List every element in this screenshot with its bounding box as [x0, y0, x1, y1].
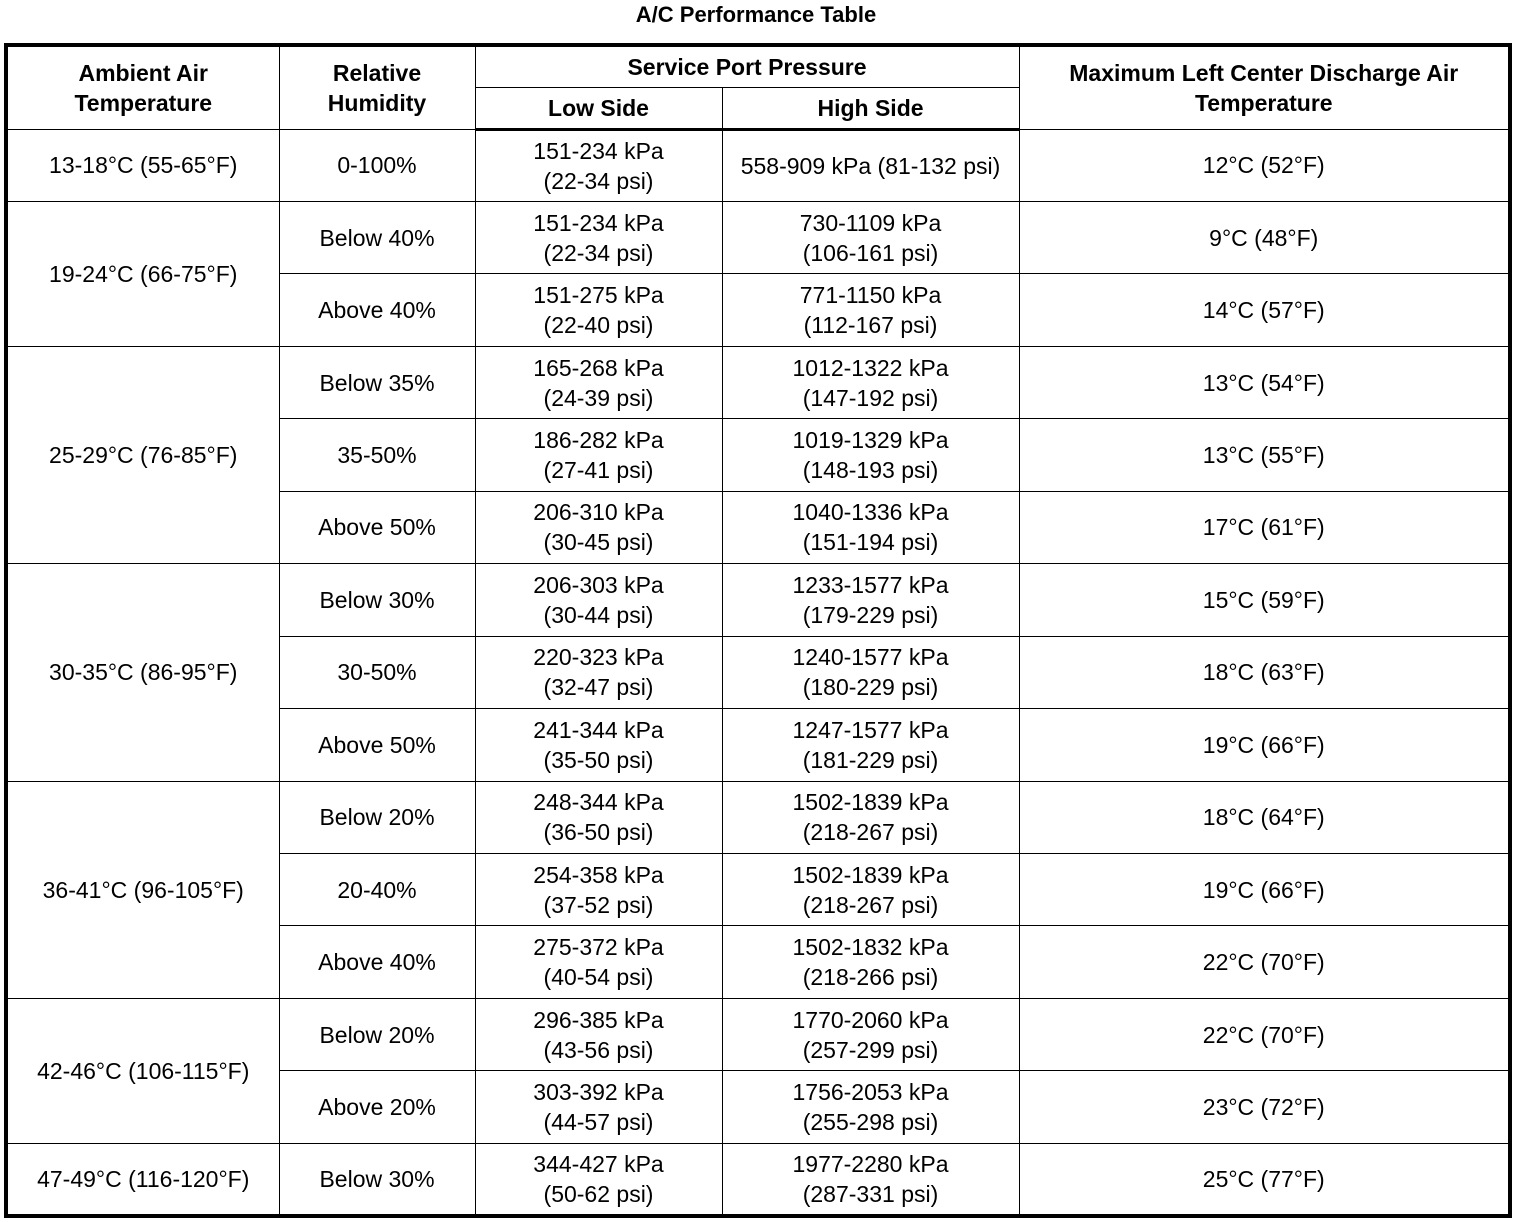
discharge-temperature-cell: 12°C (52°F): [1019, 129, 1510, 201]
discharge-temperature-cell: 19°C (66°F): [1019, 709, 1510, 781]
low-side-pressure-line: 206-310 kPa: [533, 499, 664, 526]
high-side-pressure-cell: [722, 854, 1019, 926]
table-row: [6, 1143, 1510, 1216]
high-side-pressure-cell: [722, 781, 1019, 853]
table-row: [6, 346, 1510, 418]
table-row: [6, 781, 1510, 853]
ambient-temperature-cell: 13-18°C (55-65°F): [6, 129, 279, 201]
low-side-pressure-line: 344-427 kPa: [533, 1150, 664, 1177]
low-side-pressure-cell: [475, 926, 722, 998]
low-side-pressure-cell: [475, 709, 722, 781]
ambient-temperature-cell: 19-24°C (66-75°F): [6, 201, 279, 346]
low-side-pressure-line: (30-45 psi): [543, 529, 654, 556]
high-side-pressure-line: 1502-1839 kPa: [792, 861, 949, 888]
ambient-temperature-cell: 47-49°C (116-120°F): [6, 1143, 279, 1216]
ambient-temperature-cell: 30-35°C (86-95°F): [6, 564, 279, 781]
high-side-pressure-line: 1247-1577 kPa: [792, 716, 949, 743]
low-side-pressure-line: (22-34 psi): [543, 167, 654, 194]
high-side-pressure-line: (257-299 psi): [802, 1036, 939, 1063]
low-side-pressure-line: (22-34 psi): [543, 239, 654, 266]
table-row: [6, 998, 1510, 1070]
high-side-pressure-cell: [722, 491, 1019, 563]
discharge-temperature-cell: 15°C (59°F): [1019, 564, 1510, 636]
header-low-side: Low Side: [475, 87, 722, 129]
low-side-pressure-line: 220-323 kPa: [533, 644, 664, 671]
discharge-temperature-cell: 22°C (70°F): [1019, 998, 1510, 1070]
header-line: Humidity: [327, 89, 427, 116]
low-side-pressure-cell: [475, 274, 722, 346]
header-max-discharge-air-temperature: [1019, 45, 1510, 129]
high-side-pressure-line: 1012-1322 kPa: [792, 354, 949, 381]
low-side-pressure-line: (44-57 psi): [543, 1109, 654, 1136]
low-side-pressure-line: 151-275 kPa: [533, 282, 664, 309]
high-side-pressure-line: 1040-1336 kPa: [792, 499, 949, 526]
high-side-pressure-cell: [722, 419, 1019, 491]
low-side-pressure-line: (36-50 psi): [543, 819, 654, 846]
humidity-cell: Above 50%: [279, 491, 475, 563]
humidity-cell: 30-50%: [279, 636, 475, 708]
header-service-port-pressure: Service Port Pressure: [475, 45, 1019, 87]
table-title: A/C Performance Table: [635, 2, 877, 27]
humidity-cell: Above 40%: [279, 926, 475, 998]
discharge-temperature-cell: 17°C (61°F): [1019, 491, 1510, 563]
low-side-pressure-line: (22-40 psi): [543, 312, 654, 339]
header-line: Temperature: [1194, 89, 1333, 116]
high-side-pressure-line: (151-194 psi): [802, 529, 939, 556]
table-row: [6, 129, 1510, 201]
high-side-pressure-line: (180-229 psi): [802, 674, 939, 701]
low-side-pressure-line: 241-344 kPa: [533, 716, 664, 743]
low-side-pressure-line: (50-62 psi): [543, 1180, 654, 1207]
discharge-temperature-cell: 13°C (54°F): [1019, 346, 1510, 418]
header-ambient-air-temperature: [6, 45, 279, 129]
high-side-pressure-cell: [722, 926, 1019, 998]
high-side-pressure-cell: [722, 709, 1019, 781]
low-side-pressure-line: 296-385 kPa: [533, 1006, 664, 1033]
high-side-pressure-cell: [722, 1071, 1019, 1143]
discharge-temperature-cell: 18°C (64°F): [1019, 781, 1510, 853]
discharge-temperature-cell: 9°C (48°F): [1019, 201, 1510, 273]
low-side-pressure-line: (37-52 psi): [543, 891, 654, 918]
header-relative-humidity: [279, 45, 475, 129]
discharge-temperature-cell: 25°C (77°F): [1019, 1143, 1510, 1216]
high-side-pressure-line: (255-298 psi): [802, 1109, 939, 1136]
low-side-pressure-line: 151-234 kPa: [533, 137, 664, 164]
high-side-pressure-cell: [722, 346, 1019, 418]
humidity-cell: 20-40%: [279, 854, 475, 926]
high-side-pressure-cell: [722, 274, 1019, 346]
header-high-side: High Side: [722, 87, 1019, 129]
high-side-pressure-line: 1977-2280 kPa: [792, 1150, 949, 1177]
high-side-pressure-line: 1770-2060 kPa: [792, 1006, 949, 1033]
table-row: [6, 201, 1510, 273]
discharge-temperature-cell: 14°C (57°F): [1019, 274, 1510, 346]
discharge-temperature-cell: 22°C (70°F): [1019, 926, 1510, 998]
table-row: [6, 564, 1510, 636]
humidity-cell: Below 20%: [279, 998, 475, 1070]
low-side-pressure-line: (43-56 psi): [543, 1036, 654, 1063]
header-line: Maximum Left Center Discharge Air: [1069, 59, 1459, 86]
high-side-pressure-line: 1233-1577 kPa: [792, 571, 949, 598]
high-side-pressure-line: (106-161 psi): [802, 239, 939, 266]
low-side-pressure-cell: [475, 564, 722, 636]
table-header: [6, 45, 1510, 129]
low-side-pressure-line: 165-268 kPa: [533, 354, 664, 381]
header-line: Ambient Air: [78, 59, 208, 86]
low-side-pressure-line: (27-41 psi): [543, 457, 654, 484]
high-side-pressure-line: 1756-2053 kPa: [792, 1079, 949, 1106]
ac-performance-table: [4, 43, 1512, 1218]
low-side-pressure-cell: [475, 129, 722, 201]
low-side-pressure-line: 206-303 kPa: [533, 571, 664, 598]
ambient-temperature-cell: 25-29°C (76-85°F): [6, 346, 279, 563]
low-side-pressure-line: (32-47 psi): [543, 674, 654, 701]
high-side-pressure-line: 1502-1832 kPa: [792, 934, 949, 961]
high-side-pressure-cell: [722, 998, 1019, 1070]
low-side-pressure-line: (35-50 psi): [543, 746, 654, 773]
table-body: [6, 129, 1510, 1216]
low-side-pressure-line: 151-234 kPa: [533, 209, 664, 236]
high-side-pressure-line: (148-193 psi): [802, 457, 939, 484]
low-side-pressure-line: (24-39 psi): [543, 384, 654, 411]
high-side-pressure-line: (287-331 psi): [802, 1180, 939, 1207]
high-side-pressure-line: (218-267 psi): [802, 891, 939, 918]
ambient-temperature-cell: 42-46°C (106-115°F): [6, 998, 279, 1143]
high-side-pressure-cell: [722, 201, 1019, 273]
high-side-pressure-line: 730-1109 kPa: [799, 209, 942, 236]
humidity-cell: Above 40%: [279, 274, 475, 346]
low-side-pressure-cell: [475, 346, 722, 418]
header-line: Temperature: [74, 89, 213, 116]
low-side-pressure-cell: [475, 419, 722, 491]
low-side-pressure-cell: [475, 781, 722, 853]
discharge-temperature-cell: 18°C (63°F): [1019, 636, 1510, 708]
high-side-pressure-line: (112-167 psi): [803, 312, 938, 339]
high-side-pressure-cell: [722, 564, 1019, 636]
high-side-pressure-line: (218-266 psi): [802, 964, 939, 991]
humidity-cell: 0-100%: [279, 129, 475, 201]
high-side-pressure-line: 1240-1577 kPa: [792, 644, 949, 671]
low-side-pressure-line: 303-392 kPa: [533, 1079, 664, 1106]
humidity-cell: Above 50%: [279, 709, 475, 781]
high-side-pressure-line: 558-909 kPa (81-132 psi): [740, 152, 1001, 179]
high-side-pressure-line: (147-192 psi): [802, 384, 939, 411]
header-line: Relative: [332, 59, 422, 86]
high-side-pressure-cell: [722, 636, 1019, 708]
humidity-cell: Below 20%: [279, 781, 475, 853]
low-side-pressure-line: 186-282 kPa: [533, 427, 664, 454]
ambient-temperature-cell: 36-41°C (96-105°F): [6, 781, 279, 998]
humidity-cell: Below 35%: [279, 346, 475, 418]
discharge-temperature-cell: 23°C (72°F): [1019, 1071, 1510, 1143]
low-side-pressure-line: (40-54 psi): [543, 964, 654, 991]
humidity-cell: Below 30%: [279, 564, 475, 636]
humidity-cell: Below 30%: [279, 1143, 475, 1216]
discharge-temperature-cell: 19°C (66°F): [1019, 854, 1510, 926]
high-side-pressure-line: (179-229 psi): [802, 601, 939, 628]
low-side-pressure-line: 254-358 kPa: [533, 861, 664, 888]
discharge-temperature-cell: 13°C (55°F): [1019, 419, 1510, 491]
low-side-pressure-cell: [475, 1143, 722, 1216]
high-side-pressure-cell: [722, 129, 1019, 201]
high-side-pressure-line: 771-1150 kPa: [799, 282, 942, 309]
high-side-pressure-line: (181-229 psi): [802, 746, 939, 773]
low-side-pressure-line: (30-44 psi): [543, 601, 654, 628]
low-side-pressure-cell: [475, 201, 722, 273]
low-side-pressure-line: 248-344 kPa: [533, 789, 664, 816]
humidity-cell: 35-50%: [279, 419, 475, 491]
humidity-cell: Below 40%: [279, 201, 475, 273]
low-side-pressure-cell: [475, 854, 722, 926]
low-side-pressure-cell: [475, 998, 722, 1070]
low-side-pressure-cell: [475, 1071, 722, 1143]
humidity-cell: Above 20%: [279, 1071, 475, 1143]
low-side-pressure-cell: [475, 636, 722, 708]
high-side-pressure-line: (218-267 psi): [802, 819, 939, 846]
high-side-pressure-line: 1502-1839 kPa: [792, 789, 949, 816]
low-side-pressure-line: 275-372 kPa: [533, 934, 664, 961]
low-side-pressure-cell: [475, 491, 722, 563]
high-side-pressure-cell: [722, 1143, 1019, 1216]
high-side-pressure-line: 1019-1329 kPa: [792, 427, 949, 454]
